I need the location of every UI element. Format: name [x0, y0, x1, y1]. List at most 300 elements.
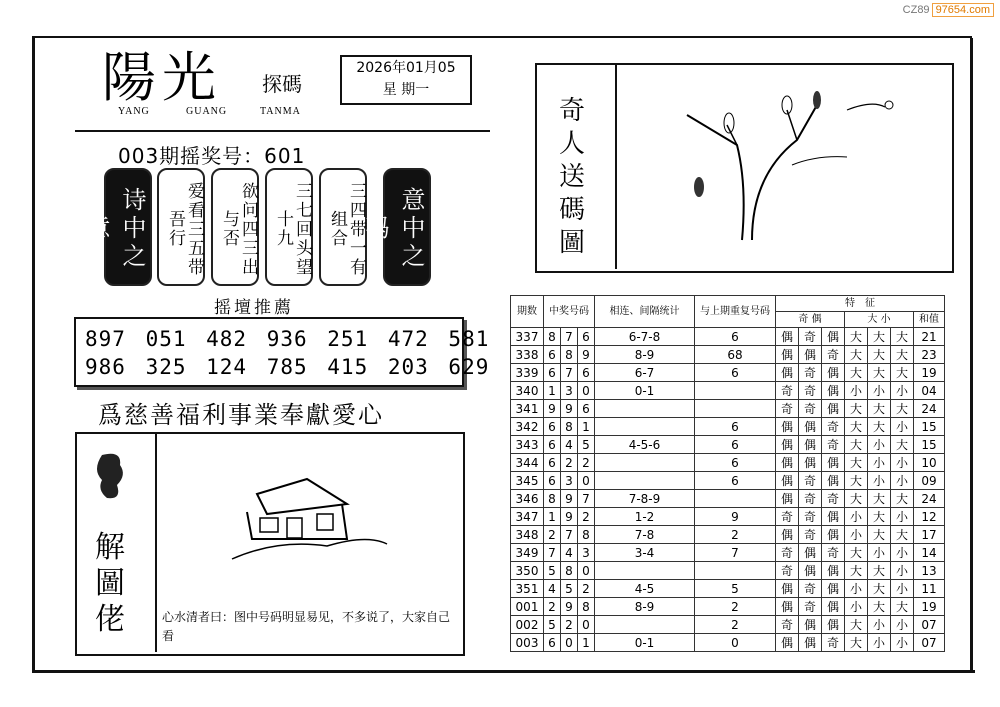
big-small-cell: 小 — [845, 508, 868, 526]
table-row — [511, 526, 945, 544]
seq-cell: 1-2 — [595, 508, 695, 526]
repeat-cell — [695, 400, 776, 418]
seq-cell: 0-1 — [595, 382, 695, 400]
digit-cell: 8 — [544, 490, 561, 508]
gift-title-char-4: 碼 — [558, 195, 585, 225]
big-small-cell: 大 — [891, 328, 914, 346]
repeat-cell: 2 — [695, 616, 776, 634]
digit-cell: 2 — [544, 598, 561, 616]
repeat-cell: 5 — [695, 580, 776, 598]
big-small-cell: 大 — [868, 598, 891, 616]
digit-cell: 6 — [578, 400, 595, 418]
big-small-cell: 小 — [891, 616, 914, 634]
table-row — [511, 544, 945, 562]
seq-cell: 7-8-9 — [595, 490, 695, 508]
odd-even-cell: 偶 — [776, 490, 799, 508]
header-winning: 中奖号码 — [544, 296, 595, 328]
big-small-cell: 大 — [868, 346, 891, 364]
seq-cell — [595, 400, 695, 418]
ink-blot-icon — [92, 450, 132, 509]
poem-line-2: 欲问四三出与否 — [211, 168, 259, 286]
gift-title — [552, 95, 592, 260]
big-small-cell: 小 — [868, 472, 891, 490]
odd-even-cell: 奇 — [799, 400, 822, 418]
gift-picture-panel — [615, 65, 952, 269]
odd-even-cell: 奇 — [776, 400, 799, 418]
header-sum: 和值 — [914, 312, 945, 328]
odd-even-cell: 偶 — [776, 580, 799, 598]
repeat-cell: 6 — [695, 472, 776, 490]
big-small-cell: 小 — [891, 580, 914, 598]
issue-cell: 001 — [511, 598, 544, 616]
table-row — [511, 382, 945, 400]
header-feature: 特 征 — [776, 296, 945, 312]
sum-cell: 21 — [914, 328, 945, 346]
sum-cell: 11 — [914, 580, 945, 598]
table-row — [511, 418, 945, 436]
digit-cell: 0 — [561, 634, 578, 652]
odd-even-cell: 偶 — [799, 436, 822, 454]
digit-cell: 2 — [578, 580, 595, 598]
big-small-cell: 大 — [845, 400, 868, 418]
table-row — [511, 454, 945, 472]
issue-cell: 351 — [511, 580, 544, 598]
digit-cell: 8 — [578, 598, 595, 616]
digit-cell: 2 — [561, 616, 578, 634]
issue-cell: 003 — [511, 634, 544, 652]
repeat-cell: 2 — [695, 598, 776, 616]
weekday-text: 星 期一 — [382, 82, 430, 98]
odd-even-cell: 偶 — [799, 634, 822, 652]
big-small-cell: 小 — [868, 454, 891, 472]
pinyin-tanma: TANMA — [260, 106, 301, 117]
odd-even-cell: 偶 — [822, 598, 845, 616]
seq-cell: 0-1 — [595, 634, 695, 652]
big-small-cell: 大 — [845, 490, 868, 508]
header-repeat: 与上期重复号码 — [695, 296, 776, 328]
odd-even-cell: 奇 — [799, 580, 822, 598]
big-small-cell: 大 — [845, 418, 868, 436]
poem-line-3: 三七回头望十九 — [265, 168, 313, 286]
big-small-cell: 大 — [891, 490, 914, 508]
poem-line-1: 爱看三五带吾行 — [157, 168, 205, 286]
odd-even-cell: 奇 — [822, 634, 845, 652]
digit-cell: 9 — [544, 400, 561, 418]
digit-cell: 5 — [544, 616, 561, 634]
digit-cell: 6 — [578, 328, 595, 346]
issue-cell: 002 — [511, 616, 544, 634]
table-row — [511, 580, 945, 598]
odd-even-cell: 奇 — [799, 526, 822, 544]
big-small-cell: 大 — [845, 346, 868, 364]
table-row — [511, 598, 945, 616]
repeat-cell: 0 — [695, 634, 776, 652]
digit-cell: 1 — [578, 418, 595, 436]
big-small-cell: 小 — [891, 634, 914, 652]
repeat-cell: 9 — [695, 508, 776, 526]
repeat-cell — [695, 562, 776, 580]
seq-cell: 6-7 — [595, 364, 695, 382]
sum-cell: 04 — [914, 382, 945, 400]
digit-cell: 5 — [561, 580, 578, 598]
sum-cell: 24 — [914, 490, 945, 508]
table-row — [511, 364, 945, 382]
big-small-cell: 大 — [868, 328, 891, 346]
seq-cell — [595, 472, 695, 490]
table-row — [511, 490, 945, 508]
digit-cell: 8 — [561, 346, 578, 364]
numbers-row-2: 986 325 124 785 415 203 629 — [85, 355, 490, 379]
big-small-cell: 小 — [891, 472, 914, 490]
digit-cell: 9 — [578, 346, 595, 364]
sum-cell: 07 — [914, 634, 945, 652]
issue-cell: 339 — [511, 364, 544, 382]
header-odd-even: 奇 偶 — [776, 312, 845, 328]
sum-cell: 15 — [914, 418, 945, 436]
odd-even-cell: 奇 — [799, 490, 822, 508]
digit-cell: 4 — [544, 580, 561, 598]
digit-cell: 8 — [578, 526, 595, 544]
gift-box — [535, 63, 954, 273]
history-table-body — [511, 328, 945, 652]
digit-cell: 5 — [578, 436, 595, 454]
seq-cell: 6-7-8 — [595, 328, 695, 346]
odd-even-cell: 偶 — [822, 382, 845, 400]
sum-cell: 12 — [914, 508, 945, 526]
big-small-cell: 大 — [868, 418, 891, 436]
odd-even-cell: 奇 — [799, 382, 822, 400]
digit-cell: 7 — [561, 526, 578, 544]
digit-cell: 6 — [544, 418, 561, 436]
big-small-cell: 大 — [891, 364, 914, 382]
digit-cell: 2 — [561, 454, 578, 472]
recommend-label: 摇壇推薦 — [214, 298, 294, 318]
big-small-cell: 小 — [845, 526, 868, 544]
odd-even-cell: 偶 — [822, 580, 845, 598]
repeat-cell: 7 — [695, 544, 776, 562]
digit-cell: 3 — [561, 382, 578, 400]
big-small-cell: 大 — [891, 346, 914, 364]
header-rule — [75, 130, 490, 132]
seq-cell: 3-4 — [595, 544, 695, 562]
big-small-cell: 大 — [845, 634, 868, 652]
big-small-cell: 小 — [845, 580, 868, 598]
odd-even-cell: 奇 — [776, 562, 799, 580]
digit-cell: 9 — [561, 490, 578, 508]
digit-cell: 3 — [578, 544, 595, 562]
big-small-cell: 大 — [845, 364, 868, 382]
odd-even-cell: 偶 — [822, 328, 845, 346]
big-small-cell: 大 — [891, 400, 914, 418]
gift-title-char-3: 送 — [558, 162, 585, 192]
big-small-cell: 大 — [845, 328, 868, 346]
issue-cell: 345 — [511, 472, 544, 490]
odd-even-cell: 偶 — [776, 328, 799, 346]
seq-cell: 4-5 — [595, 580, 695, 598]
table-row — [511, 616, 945, 634]
odd-even-cell: 偶 — [822, 364, 845, 382]
big-small-cell: 小 — [868, 634, 891, 652]
odd-even-cell: 偶 — [799, 616, 822, 634]
sum-cell: 07 — [914, 616, 945, 634]
issue-cell: 349 — [511, 544, 544, 562]
seq-cell: 8-9 — [595, 598, 695, 616]
odd-even-cell: 偶 — [776, 472, 799, 490]
big-small-cell: 大 — [868, 364, 891, 382]
repeat-cell: 68 — [695, 346, 776, 364]
digit-cell: 4 — [561, 436, 578, 454]
pinyin-yang: YANG — [118, 106, 150, 117]
site-watermark — [903, 4, 994, 16]
repeat-cell: 6 — [695, 328, 776, 346]
repeat-cell — [695, 382, 776, 400]
big-small-cell: 小 — [868, 436, 891, 454]
big-small-cell: 大 — [891, 436, 914, 454]
odd-even-cell: 奇 — [776, 508, 799, 526]
big-small-cell: 大 — [868, 580, 891, 598]
solve-title-char-1: 解 — [95, 530, 125, 565]
digit-cell: 9 — [561, 508, 578, 526]
big-small-cell: 大 — [845, 436, 868, 454]
issue-cell: 347 — [511, 508, 544, 526]
digit-cell: 9 — [561, 400, 578, 418]
odd-even-cell: 奇 — [822, 544, 845, 562]
odd-even-cell: 奇 — [799, 598, 822, 616]
digit-cell: 1 — [544, 508, 561, 526]
odd-even-cell: 偶 — [822, 454, 845, 472]
big-small-cell: 小 — [868, 382, 891, 400]
header-issue: 期数 — [511, 296, 544, 328]
frame-right-border — [970, 38, 973, 670]
issue-cell: 348 — [511, 526, 544, 544]
poem-line-4: 三四带一有组合 — [319, 168, 367, 286]
digit-cell: 2 — [578, 454, 595, 472]
odd-even-cell: 偶 — [776, 526, 799, 544]
sum-cell: 10 — [914, 454, 945, 472]
odd-even-cell: 偶 — [822, 616, 845, 634]
repeat-cell: 2 — [695, 526, 776, 544]
table-row — [511, 400, 945, 418]
gift-title-char-2: 人 — [558, 129, 585, 159]
big-small-cell: 小 — [845, 382, 868, 400]
issue-cell: 337 — [511, 328, 544, 346]
seq-cell — [595, 616, 695, 634]
sum-cell: 13 — [914, 562, 945, 580]
digit-cell: 6 — [544, 634, 561, 652]
odd-even-cell: 偶 — [799, 346, 822, 364]
digit-cell: 6 — [544, 472, 561, 490]
table-row — [511, 346, 945, 364]
solve-note: 心水清者曰：图中号码明显易见，不多说了，大家自己看 — [162, 610, 451, 643]
solve-title-char-2: 圖 — [95, 566, 125, 601]
poem-right-title: 意中之码 — [383, 168, 431, 286]
odd-even-cell: 奇 — [799, 328, 822, 346]
big-small-cell: 大 — [845, 454, 868, 472]
seq-cell — [595, 562, 695, 580]
digit-cell: 5 — [544, 562, 561, 580]
odd-even-cell: 偶 — [799, 454, 822, 472]
odd-even-cell: 偶 — [822, 526, 845, 544]
issue-cell: 343 — [511, 436, 544, 454]
digit-cell: 4 — [561, 544, 578, 562]
date-text: 2026年01月05 — [356, 60, 456, 76]
seq-cell: 4-5-6 — [595, 436, 695, 454]
repeat-cell: 6 — [695, 364, 776, 382]
repeat-cell: 6 — [695, 418, 776, 436]
big-small-cell: 大 — [845, 616, 868, 634]
poem-left-title: 诗中之意 — [104, 168, 152, 286]
big-small-cell: 大 — [868, 526, 891, 544]
digit-cell: 7 — [561, 328, 578, 346]
odd-even-cell: 偶 — [822, 508, 845, 526]
odd-even-cell: 偶 — [822, 472, 845, 490]
issue-cell: 341 — [511, 400, 544, 418]
odd-even-cell: 奇 — [822, 346, 845, 364]
repeat-cell — [695, 490, 776, 508]
sum-cell: 14 — [914, 544, 945, 562]
digit-cell: 7 — [544, 544, 561, 562]
digit-cell: 0 — [578, 472, 595, 490]
issue-cell: 338 — [511, 346, 544, 364]
big-small-cell: 大 — [868, 508, 891, 526]
gift-title-char-5: 圖 — [558, 228, 585, 258]
tree-drawing — [617, 65, 952, 269]
big-small-cell: 小 — [891, 562, 914, 580]
digit-cell: 9 — [561, 598, 578, 616]
odd-even-cell: 奇 — [822, 436, 845, 454]
sum-cell: 19 — [914, 598, 945, 616]
issue-cell: 344 — [511, 454, 544, 472]
digit-cell: 0 — [578, 562, 595, 580]
table-row — [511, 562, 945, 580]
digit-cell: 3 — [561, 472, 578, 490]
gift-title-char-1: 奇 — [558, 96, 585, 126]
sum-cell: 23 — [914, 346, 945, 364]
big-small-cell: 大 — [868, 490, 891, 508]
odd-even-cell: 奇 — [799, 508, 822, 526]
draw-result: 003期摇奖号：601 — [118, 144, 306, 168]
site-code: CZ89 — [902, 4, 930, 16]
big-small-cell: 小 — [891, 508, 914, 526]
repeat-cell: 6 — [695, 436, 776, 454]
issue-cell: 342 — [511, 418, 544, 436]
big-small-cell: 小 — [891, 544, 914, 562]
odd-even-cell: 奇 — [799, 364, 822, 382]
table-row — [511, 328, 945, 346]
odd-even-cell: 偶 — [822, 400, 845, 418]
big-small-cell: 大 — [868, 400, 891, 418]
seq-cell: 8-9 — [595, 346, 695, 364]
issue-cell: 340 — [511, 382, 544, 400]
odd-even-cell: 偶 — [776, 364, 799, 382]
sum-cell: 09 — [914, 472, 945, 490]
pinyin-guang: GUANG — [186, 106, 228, 117]
digit-cell: 0 — [578, 382, 595, 400]
history-table — [510, 295, 945, 652]
sum-cell: 17 — [914, 526, 945, 544]
solve-title — [90, 530, 130, 638]
digit-cell: 6 — [544, 346, 561, 364]
big-small-cell: 小 — [868, 616, 891, 634]
digit-cell: 1 — [578, 634, 595, 652]
odd-even-cell: 偶 — [776, 418, 799, 436]
odd-even-cell: 奇 — [799, 472, 822, 490]
odd-even-cell: 偶 — [799, 418, 822, 436]
odd-even-cell: 偶 — [822, 562, 845, 580]
table-row — [511, 508, 945, 526]
header-seq: 相连、间隔统计 — [595, 296, 695, 328]
big-small-cell: 大 — [845, 562, 868, 580]
odd-even-cell: 奇 — [822, 490, 845, 508]
big-small-cell: 大 — [845, 472, 868, 490]
big-small-cell: 小 — [891, 454, 914, 472]
digit-cell: 7 — [561, 364, 578, 382]
sum-cell: 24 — [914, 400, 945, 418]
odd-even-cell: 偶 — [776, 346, 799, 364]
odd-even-cell: 偶 — [776, 634, 799, 652]
digit-cell: 6 — [544, 454, 561, 472]
logo-subtitle: 探碼 — [262, 72, 302, 96]
sum-cell: 19 — [914, 364, 945, 382]
table-row — [511, 472, 945, 490]
digit-cell: 7 — [578, 490, 595, 508]
digit-cell: 8 — [544, 328, 561, 346]
logo-title: 陽光 — [102, 46, 222, 109]
digit-cell: 2 — [544, 526, 561, 544]
table-row — [511, 634, 945, 652]
digit-cell: 0 — [578, 616, 595, 634]
digit-cell: 6 — [544, 364, 561, 382]
digit-cell: 6 — [544, 436, 561, 454]
odd-even-cell: 偶 — [776, 436, 799, 454]
big-small-cell: 小 — [891, 418, 914, 436]
sum-cell: 15 — [914, 436, 945, 454]
digit-cell: 2 — [578, 508, 595, 526]
odd-even-cell: 偶 — [776, 454, 799, 472]
seq-cell: 7-8 — [595, 526, 695, 544]
issue-cell: 350 — [511, 562, 544, 580]
big-small-cell: 大 — [868, 562, 891, 580]
seq-cell — [595, 418, 695, 436]
big-small-cell: 大 — [891, 598, 914, 616]
big-small-cell: 大 — [845, 544, 868, 562]
big-small-cell: 大 — [891, 526, 914, 544]
header-big-small: 大 小 — [845, 312, 914, 328]
odd-even-cell: 奇 — [776, 616, 799, 634]
site-domain: 97654.com — [932, 3, 994, 17]
odd-even-cell: 偶 — [799, 544, 822, 562]
big-small-cell: 小 — [891, 382, 914, 400]
odd-even-cell: 奇 — [822, 418, 845, 436]
numbers-row-1: 897 051 482 936 251 472 581 — [85, 327, 490, 351]
odd-even-cell: 奇 — [776, 382, 799, 400]
big-small-cell: 小 — [845, 598, 868, 616]
odd-even-cell: 偶 — [799, 562, 822, 580]
digit-cell: 6 — [578, 364, 595, 382]
digit-cell: 8 — [561, 562, 578, 580]
charity-slogan: 爲慈善福利事業奉獻愛心 — [98, 401, 384, 429]
table-row — [511, 436, 945, 454]
odd-even-cell: 偶 — [776, 598, 799, 616]
solve-title-char-3: 佬 — [95, 602, 125, 637]
repeat-cell: 6 — [695, 454, 776, 472]
digit-cell: 8 — [561, 418, 578, 436]
issue-cell: 346 — [511, 490, 544, 508]
date-box — [340, 55, 472, 105]
digit-cell: 1 — [544, 382, 561, 400]
big-small-cell: 小 — [868, 544, 891, 562]
seq-cell — [595, 454, 695, 472]
